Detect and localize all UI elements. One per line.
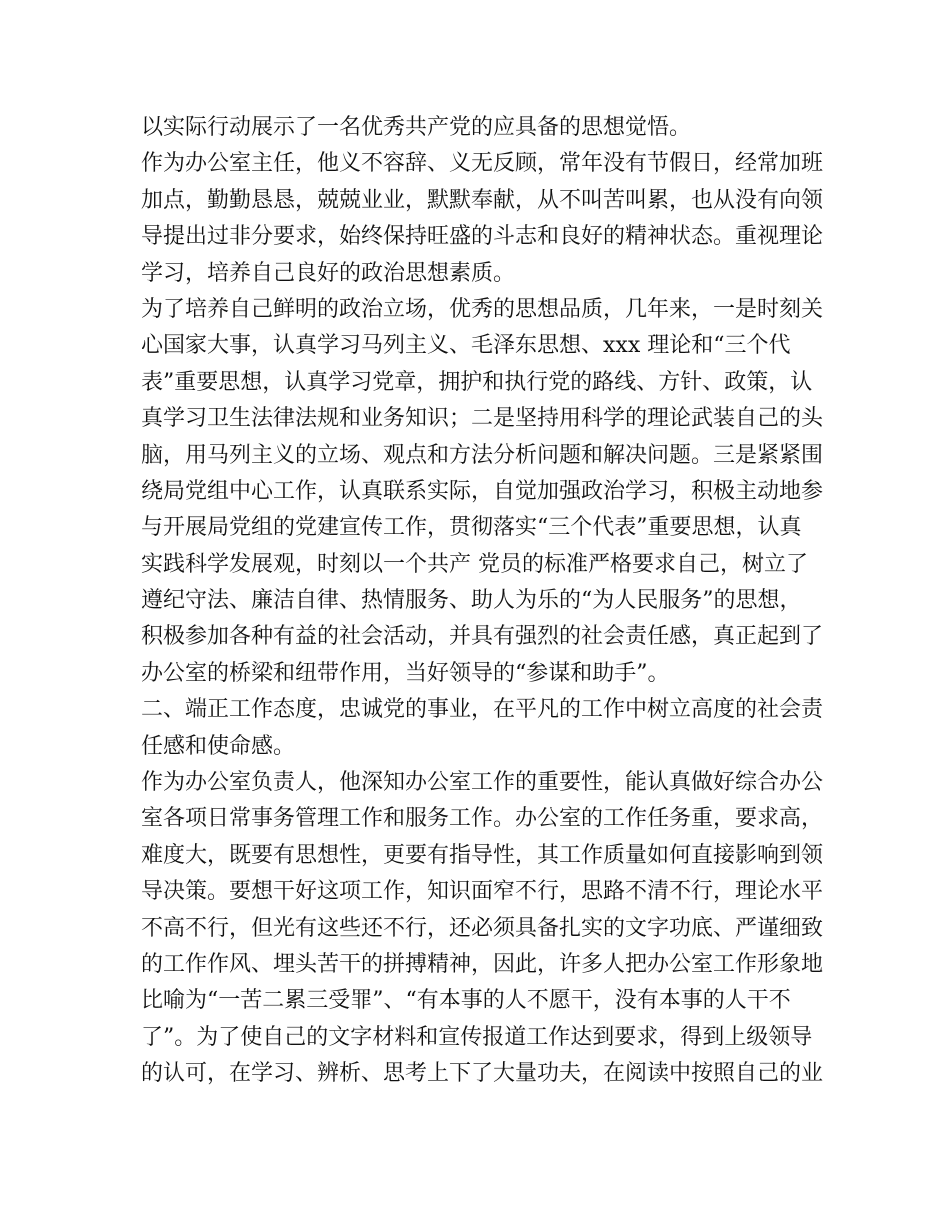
text-line: 二、端正工作态度，忠诚党的事业，在平凡的工作中树立高度的社会责 (141, 697, 824, 723)
text-line: 导决策。要想干好这项工作，知识面窄不行，思路不清不行，理论水平 (141, 879, 824, 905)
text-line: 学习，培养自己良好的政治思想素质。 (141, 260, 516, 286)
text-line: 比喻为“一苦二累三受罪”、“有本事的人不愿干，没有本事的人干不 (141, 988, 791, 1014)
text-line: 积极参加各种有益的社会活动，并具有强烈的社会责任感，真正起到了 (141, 624, 824, 650)
text-line: 作为办公室负责人，他深知办公室工作的重要性，能认真做好综合办公 (141, 770, 824, 796)
text-line: 办公室的桥梁和纽带作用，当好领导的“参谋和助手”。 (141, 660, 670, 686)
text-line: 绕局党组中心工作，认真联系实际，自觉加强政治学习，积极主动地参 (141, 478, 824, 504)
text-line: 心国家大事，认真学习马列主义、毛泽东思想、xxx 理论和“三个代 (141, 333, 791, 359)
text-line: 以实际行动展示了一名优秀共产党的应具备的思想觉悟。 (141, 115, 692, 140)
text-line: 遵纪守法、廉洁自律、热情服务、助人为乐的“为人民服务”的思想， (141, 588, 802, 614)
text-line: 为了培养自己鲜明的政治立场，优秀的思想品质，几年来，一是时刻关 (141, 296, 824, 322)
text-line: 加点，勤勤恳恳，兢兢业业，默默奉献，从不叫苦叫累，也从没有向领 (141, 187, 824, 213)
text-line: 真学习卫生法律法规和业务知识；二是坚持用科学的理论武装自己的头 (141, 406, 824, 432)
document-body (141, 110, 824, 1093)
text-line: 脑，用马列主义的立场、观点和方法分析问题和解决问题。三是紧紧围 (141, 442, 824, 468)
text-line: 作为办公室主任，他义不容辞、义无反顾，常年没有节假日，经常加班 (141, 151, 824, 177)
text-line: 导提出过非分要求，始终保持旺盛的斗志和良好的精神状态。重视理论 (141, 224, 824, 250)
text-line: 难度大，既要有思想性，更要有指导性，其工作质量如何直接影响到领 (141, 842, 824, 868)
text-line: 的认可，在学习、辨析、思考上下了大量功夫，在阅读中按照自己的业 (141, 1061, 824, 1087)
text-line: 的工作作风、埋头苦干的拼搏精神，因此，许多人把办公室工作形象地 (141, 951, 824, 977)
text-line: 表”重要思想，认真学习党章，拥护和执行党的路线、方针、政策，认 (141, 369, 813, 395)
text-line: 了”。为了使自己的文字材料和宣传报道工作达到要求，得到上级领导 (141, 1024, 813, 1050)
text-line: 与开展局党组的党建宣传工作，贯彻落实“三个代表”重要思想，认真 (141, 515, 802, 541)
text-line: 室各项日常事务管理工作和服务工作。办公室的工作任务重，要求高， (141, 806, 824, 832)
text-line: 不高不行，但光有这些还不行，还必须具备扎实的文字功底、严谨细致 (141, 915, 824, 941)
text-line: 任感和使命感。 (141, 733, 296, 759)
text-line: 实践科学发展观，时刻以一个共产 党员的标准严格要求自己，树立了 (141, 551, 808, 577)
